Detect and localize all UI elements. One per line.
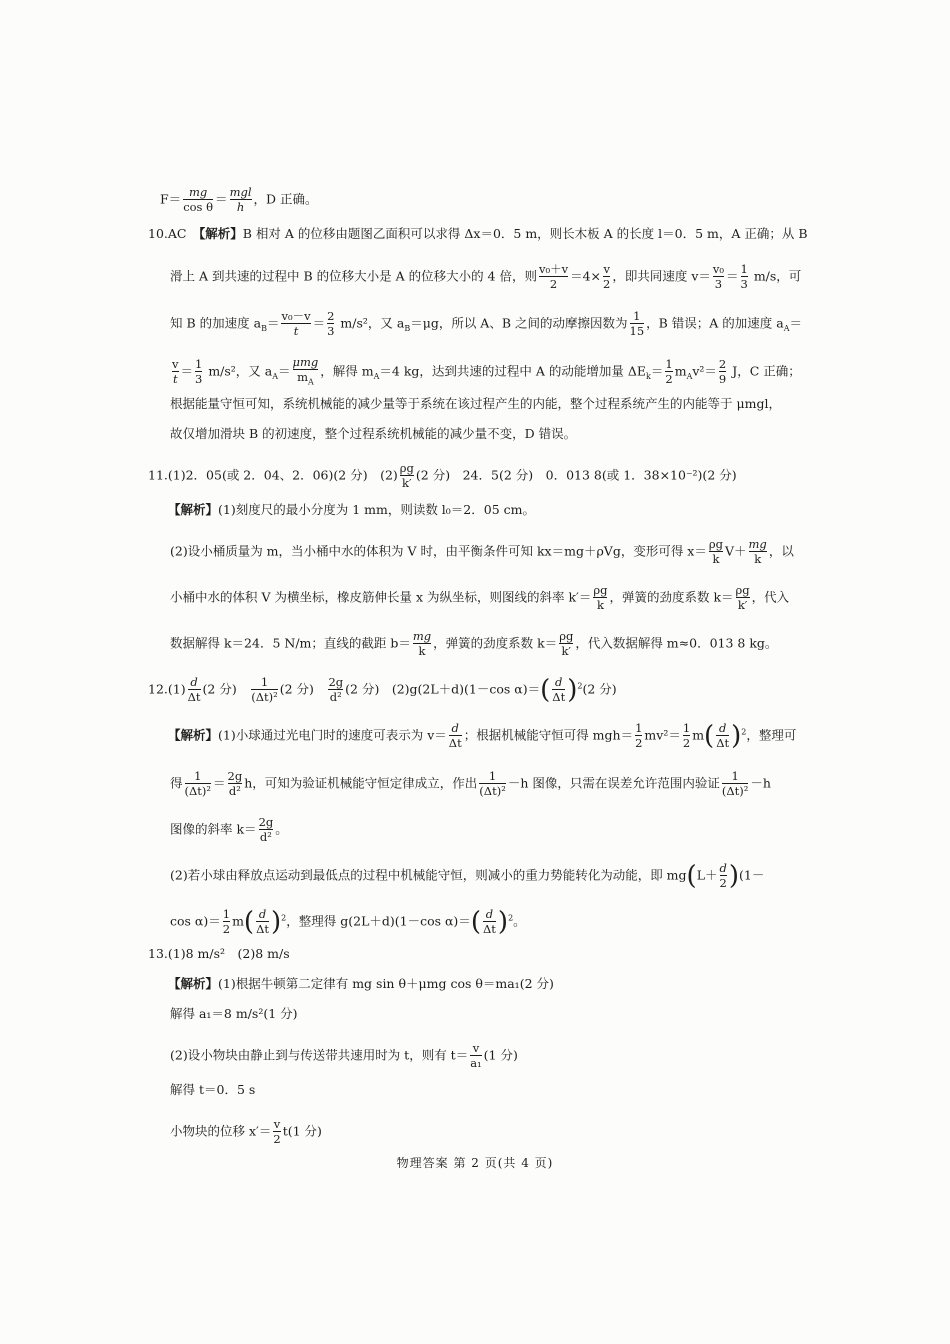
q11-analysis-3: 小桶中水的体积 V 为横坐标，橡皮筋伸长量 x 为纵坐标，则图线的斜率 k′＝ $\frac{\rho g}{k}$ ，弹簧的劲度系数 k＝ $\frac{\rho g}{k'}$ ，代入 xyxy=(170,583,790,612)
q13-analysis-3: (2)设小物块由静止到与传送带共速用时为 t，则有 t＝ $\frac{v}{\text{a₁}}$ (1 分) xyxy=(170,1041,518,1070)
q10-line-3: 知 B 的加速度 $a_B=$ $\frac{\text{v₀－v}}{t}$ ＝ $\frac{2}{3}$ m/s²，又 $a_B=\mu g$，所以 A、B 之间的动摩擦因数为 $\frac{1}{15}$ ，B 错误；A 的加速度 $a_A=$ xyxy=(170,309,803,338)
q10-line-5: 根据能量守恒可知，系统机械能的减少量等于系统在该过程产生的内能，整个过程系统产生的内能等于 μmgl， xyxy=(170,396,781,411)
q12-answer-line: 12.(1) $\frac{d}{\Delta t}$ (2 分) $\frac{1}{\text{(Δt)²}}$ (2 分) $\frac{2g}{\text{d²}}$ (2 分) (2)g(2L＋d)(1－cos α)＝( $\frac{d}{\Delta t}$ )$^2$(2 分) xyxy=(148,675,617,705)
q13-analysis-1: 【解析】(1)根据牛顿第二定律有 mg sin θ＋μmg cos θ＝ma₁(2 分) xyxy=(168,976,554,991)
q11-analysis-4: 数据解得 k＝24．5 N/m；直线的截距 b＝ $\frac{mg}{k}$ ，弹簧的劲度系数 k＝ $\frac{\rho g}{k'}$ ，代入数据解得 m≈0．013 8 kg。 xyxy=(170,629,778,658)
q10-line-1: 10.AC 【解析】B 相对 A 的位移由题图乙面积可以求得 Δx＝0．5 m，则长木板 A 的长度 l＝0．5 m，A 正确；从 B xyxy=(148,226,808,241)
formula-line-f: F＝ $\frac{mg}{\text{cos θ}}$ ＝ mgl h ，D 正确。 xyxy=(160,185,318,214)
q10-line-2: 滑上 A 到共速的过程中 B 的位移大小是 A 的位移大小的 4 倍，则 $\frac{\text{v₀＋v}}{2}$ ＝4× $\frac{v}{2}$ ，即共同速度 v＝ $\frac{\text{v₀}}{3}$ ＝ $\frac{1}{3}$ m/s，可 xyxy=(170,262,802,291)
q13-answer-line: 13.(1)8 m/s² (2)8 m/s xyxy=(148,946,290,961)
q11-answer-line: 11.(1)2．05(或 2．04、2．06)(2 分) (2) $\frac{\rho g}{k'}$ (2 分) 24．5(2 分) 0．013 8(或 1．38×10⁻²)(2 分) xyxy=(148,461,737,490)
q13-analysis-4: 解得 t＝0．5 s xyxy=(170,1082,256,1097)
q12-analysis-3: 图像的斜率 k＝ $\frac{2g}{\text{d²}}$ 。 xyxy=(170,815,288,844)
q13-analysis-5: 小物块的位移 x′＝ $\frac{v}{2}$ t(1 分) xyxy=(170,1117,322,1146)
q11-analysis-2: (2)设小桶质量为 m，当小桶中水的体积为 V 时，由平衡条件可知 kx＝mg＋ρVg，变形可得 x＝ $\frac{\rho g}{k}$ V＋ $\frac{mg}{k}$ ，以 xyxy=(170,537,794,566)
q12-analysis-4: (2)若小球由释放点运动到最低点的过程中机械能守恒，则减小的重力势能转化为动能，即 mg(L＋ $\frac{d}{2}$ )(1－ xyxy=(170,861,765,891)
q13-analysis-2: 解得 a₁＝8 m/s²(1 分) xyxy=(170,1006,298,1021)
q12-analysis-5: cos α)＝ $\frac{1}{2}$ m( $\frac{d}{\Delta t}$ )$^2$，整理得 g(2L＋d)(1－cos α)＝( $\frac{d}{\Delta t}$ )$^2$。 xyxy=(170,907,526,937)
q10-line-6: 故仅增加滑块 B 的初速度，整个过程系统机械能的减少量不变，D 错误。 xyxy=(170,426,577,441)
q12-analysis-2: 得 $\frac{1}{\text{(Δt)²}}$ ＝ $\frac{2g}{\text{d²}}$ h，可知为验证机械能守恒定律成立，作出 $\frac{1}{\text{(Δt)²}}$ －h 图像，只需在误差允许范围内验证 $\frac{1}{\text{(Δt)²}}$ －h xyxy=(170,769,771,798)
q10-line-4: $\frac{v}{t}$ ＝ $\frac{1}{3}$ m/s²，又 $a_A=$ μmg $m_A$ ，解得 $m_A=4$ kg，达到共速的过程中 A 的动能增加量 $\Delta E_k=$ $\frac{1}{2}$ $m_Av^2=$ $\frac{2}{9}$ J，C 正确； xyxy=(172,355,801,387)
q11-analysis-1: 【解析】(1)刻度尺的最小分度为 1 mm，则读数 l₀＝2．05 cm。 xyxy=(168,502,535,517)
q12-analysis-1: 【解析】(1)小球通过光电门时的速度可表示为 v＝ $\frac{d}{\Delta t}$ ；根据机械能守恒可得 mgh＝ $\frac{1}{2}$ mv²＝ $\frac{1}{2}$ m( $\frac{d}{\Delta t}$ )$^2$，整理可 xyxy=(168,721,797,751)
page-footer: 物理答案 第 2 页(共 4 页) xyxy=(396,1156,554,1170)
